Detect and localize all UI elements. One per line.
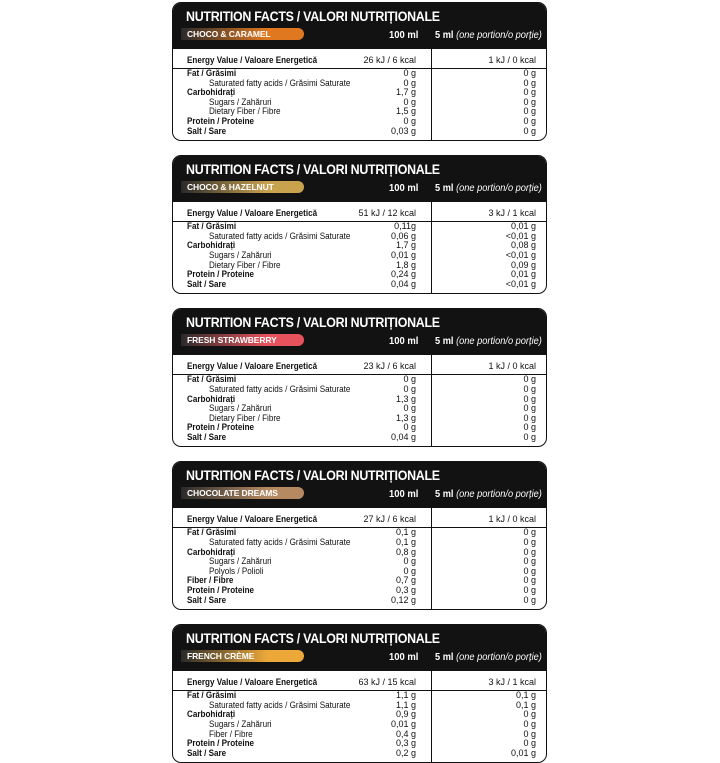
column-header-100ml: 100 ml xyxy=(389,29,419,41)
value-per-100ml: 23 kJ / 6 kcal xyxy=(363,361,416,372)
nutrition-facts-label xyxy=(172,308,547,447)
nutrient-row xyxy=(173,749,546,759)
value-per-portion: 0,01 g xyxy=(510,747,536,758)
nutrient-name: Fiber / Fibre xyxy=(209,728,253,739)
value-per-portion: 0 g xyxy=(523,575,536,586)
value-per-100ml: 1,3 g xyxy=(395,393,416,404)
nutrient-name: Carbohidrați xyxy=(187,393,236,404)
value-per-portion: 0,1 g xyxy=(515,699,536,710)
value-per-100ml: 0,04 g xyxy=(390,431,416,442)
value-per-portion: 0 g xyxy=(523,412,536,423)
value-per-portion: 0 g xyxy=(523,594,536,605)
value-per-portion: 0 g xyxy=(523,106,536,117)
value-per-100ml: 0,3 g xyxy=(395,738,416,749)
nutrient-name: Energy Value / Valoare Energetică xyxy=(187,514,318,525)
portion-note: (one portion/o porție) xyxy=(456,488,542,501)
value-per-100ml: 1,1 g xyxy=(395,699,416,710)
value-per-100ml: 0,1 g xyxy=(395,527,416,538)
column-divider xyxy=(431,41,432,49)
nutrient-name: Protein / Proteine xyxy=(187,422,255,433)
label-title: NUTRITION FACTS / VALORI NUTRIȚIONALE xyxy=(186,162,440,178)
nutrient-name: Sugars / Zahăruri xyxy=(209,96,272,107)
nutrient-row xyxy=(173,280,546,290)
flavor-badge: CHOCO & HAZELNUT xyxy=(181,181,304,193)
label-header xyxy=(173,156,546,202)
value-per-portion: 0 g xyxy=(523,422,536,433)
value-per-100ml: 27 kJ / 6 kcal xyxy=(363,514,416,525)
nutrient-name: Energy Value / Valoare Energetică xyxy=(187,208,318,219)
value-per-100ml: 0,9 g xyxy=(395,709,416,720)
nutrient-table xyxy=(173,508,546,609)
value-per-portion: 0 g xyxy=(523,709,536,720)
nutrient-name: Saturated fatty acids / Grăsimi Saturate xyxy=(209,699,351,710)
label-title: NUTRITION FACTS / VALORI NUTRIȚIONALE xyxy=(186,315,440,331)
nutrient-row xyxy=(173,512,546,526)
value-per-portion: 0,09 g xyxy=(510,259,536,270)
value-per-portion: 0,1 g xyxy=(515,690,536,701)
value-per-100ml: 0 g xyxy=(403,96,416,107)
column-header-100ml: 100 ml xyxy=(389,488,419,501)
nutrient-table xyxy=(173,355,546,446)
value-per-100ml: 0 g xyxy=(403,565,416,576)
nutrient-name: Saturated fatty acids / Grăsimi Saturate xyxy=(209,537,351,548)
nutrition-facts-label xyxy=(172,624,547,763)
value-per-portion: 0 g xyxy=(523,374,536,385)
nutrient-name: Carbohidrați xyxy=(187,546,236,557)
value-per-portion: 0,01 g xyxy=(510,221,536,232)
nutrient-name: Fat / Grăsimi xyxy=(187,68,237,78)
value-per-portion: 0 g xyxy=(523,719,536,729)
nutrient-name: Energy Value / Valoare Energetică xyxy=(187,361,318,372)
nutrient-name: Carbohidrați xyxy=(187,709,236,720)
column-header-portion xyxy=(435,182,542,194)
nutrition-facts-label xyxy=(172,2,547,141)
value-per-100ml: 0,11g xyxy=(394,221,416,232)
value-per-100ml: 1,7 g xyxy=(395,87,416,98)
column-header-portion xyxy=(435,29,542,41)
nutrient-row xyxy=(173,423,546,433)
column-divider xyxy=(431,347,432,355)
column-header-100ml: 100 ml xyxy=(389,651,419,664)
value-per-portion: 1 kJ / 0 kcal xyxy=(488,514,536,525)
flavor-badge: CHOCOLATE DREAMS xyxy=(181,487,304,499)
nutrient-name: Protein / Proteine xyxy=(187,115,255,126)
value-per-portion: 3 kJ / 1 kcal xyxy=(488,677,536,688)
value-per-100ml: 0 g xyxy=(403,556,416,567)
nutrient-name: Fat / Grăsimi xyxy=(187,527,237,538)
nutrient-row xyxy=(173,739,546,749)
value-per-portion: 1 kJ / 0 kcal xyxy=(488,55,536,65)
value-per-portion: 0 g xyxy=(523,403,536,414)
value-per-100ml: 1,8 g xyxy=(395,259,416,270)
nutrient-name: Polyols / Polioli xyxy=(209,565,264,576)
nutrient-row xyxy=(173,730,546,740)
nutrition-facts-label xyxy=(172,461,547,610)
value-per-100ml: 0,4 g xyxy=(395,728,416,739)
nutrient-name: Protein / Proteine xyxy=(187,738,255,749)
nutrient-name: Dietary Fiber / Fibre xyxy=(209,259,281,270)
value-per-portion: <0,01 g xyxy=(505,230,536,241)
value-per-100ml: 51 kJ / 12 kcal xyxy=(358,208,416,219)
label-header xyxy=(173,309,546,355)
value-per-portion: 0 g xyxy=(523,738,536,749)
nutrient-name: Fiber / Fibre xyxy=(187,575,234,586)
value-per-portion: <0,01 g xyxy=(505,249,536,260)
value-per-100ml: 1,1 g xyxy=(395,690,416,701)
portion-size: 5 ml xyxy=(435,651,454,664)
nutrient-name: Sugars / Zahăruri xyxy=(209,556,272,567)
value-per-100ml: 0,8 g xyxy=(395,546,416,557)
nutrient-name: Energy Value / Valoare Energetică xyxy=(187,55,318,65)
column-divider xyxy=(431,663,432,671)
label-title: NUTRITION FACTS / VALORI NUTRIȚIONALE xyxy=(186,9,440,24)
value-per-portion: <0,01 g xyxy=(505,278,536,289)
value-per-portion: 0 g xyxy=(523,87,536,98)
nutrient-name: Sugars / Zahăruri xyxy=(209,403,272,414)
value-per-portion: 0 g xyxy=(523,431,536,442)
value-per-100ml: 63 kJ / 15 kcal xyxy=(358,677,416,688)
nutrient-name: Fat / Grăsimi xyxy=(187,374,237,385)
column-header-100ml: 100 ml xyxy=(389,182,419,195)
value-per-portion: 0 g xyxy=(523,527,536,538)
value-per-100ml: 0,12 g xyxy=(390,594,416,605)
nutrient-name: Protein / Proteine xyxy=(187,585,255,596)
value-per-100ml: 0 g xyxy=(403,115,416,126)
flavor-badge: FRENCH CRÈME xyxy=(181,650,304,662)
nutrient-name: Saturated fatty acids / Grăsimi Saturate xyxy=(209,383,351,394)
column-header-portion xyxy=(435,488,542,500)
portion-note: (one portion/o porție) xyxy=(456,29,542,41)
nutrient-row xyxy=(173,433,546,443)
value-per-portion: 1 kJ / 0 kcal xyxy=(488,361,536,372)
label-title: NUTRITION FACTS / VALORI NUTRIȚIONALE xyxy=(186,468,440,484)
nutrient-name: Saturated fatty acids / Grăsimi Saturate xyxy=(209,230,351,241)
column-header-portion xyxy=(435,335,542,347)
label-header xyxy=(173,625,546,671)
value-per-100ml: 0 g xyxy=(403,403,416,414)
nutrient-name: Energy Value / Valoare Energetică xyxy=(187,677,318,688)
nutrient-row xyxy=(173,127,546,137)
nutrient-name: Carbohidrați xyxy=(187,240,236,251)
nutrient-table xyxy=(173,202,546,293)
value-per-100ml: 0,24 g xyxy=(390,269,416,280)
nutrient-name: Saturated fatty acids / Grăsimi Saturate xyxy=(209,77,351,88)
label-title: NUTRITION FACTS / VALORI NUTRIȚIONALE xyxy=(186,631,440,647)
nutrient-name: Carbohidrați xyxy=(187,87,236,98)
value-per-portion: 0 g xyxy=(523,537,536,548)
value-per-100ml: 0 g xyxy=(403,422,416,433)
nutrient-name: Salt / Sare xyxy=(187,747,227,758)
nutrient-row xyxy=(173,720,546,730)
value-per-100ml: 0,06 g xyxy=(390,230,416,241)
value-per-portion: 0 g xyxy=(523,115,536,126)
column-divider xyxy=(431,194,432,202)
value-per-100ml: 0,01 g xyxy=(390,719,416,729)
nutrient-name: Protein / Proteine xyxy=(187,269,255,280)
value-per-100ml: 0,2 g xyxy=(395,747,416,758)
nutrient-name: Salt / Sare xyxy=(187,431,227,442)
value-per-portion: 0,08 g xyxy=(510,240,536,251)
flavor-badge: FRESH STRAWBERRY xyxy=(181,334,304,346)
portion-note: (one portion/o porție) xyxy=(456,651,542,664)
nutrient-name: Dietary Fiber / Fibre xyxy=(209,412,281,423)
nutrient-name: Salt / Sare xyxy=(187,125,227,136)
value-per-portion: 0 g xyxy=(523,393,536,404)
nutrient-name: Sugars / Zahăruri xyxy=(209,249,272,260)
value-per-portion: 0 g xyxy=(523,728,536,739)
nutrient-table xyxy=(173,671,546,762)
value-per-100ml: 0 g xyxy=(403,383,416,394)
nutrition-facts-label xyxy=(172,155,547,294)
value-per-portion: 0 g xyxy=(523,585,536,596)
nutrient-row xyxy=(173,206,546,220)
value-per-portion: 0 g xyxy=(523,77,536,88)
portion-size: 5 ml xyxy=(435,29,454,41)
value-per-portion: 0,01 g xyxy=(510,269,536,280)
value-per-portion: 0 g xyxy=(523,125,536,136)
nutrient-row xyxy=(173,675,546,689)
column-divider xyxy=(431,500,432,508)
value-per-portion: 0 g xyxy=(523,565,536,576)
nutrient-row xyxy=(173,270,546,280)
value-per-portion: 0 g xyxy=(523,556,536,567)
value-per-100ml: 0,04 g xyxy=(390,278,416,289)
flavor-badge: CHOCO & CARAMEL xyxy=(181,28,304,40)
value-per-100ml: 0,3 g xyxy=(395,585,416,596)
nutrient-table xyxy=(173,49,546,140)
portion-size: 5 ml xyxy=(435,182,454,195)
value-per-100ml: 1,5 g xyxy=(395,106,416,117)
column-header-100ml: 100 ml xyxy=(389,335,419,348)
portion-size: 5 ml xyxy=(435,488,454,501)
value-per-100ml: 0 g xyxy=(403,68,416,78)
label-header xyxy=(173,462,546,508)
nutrient-name: Salt / Sare xyxy=(187,594,227,605)
value-per-100ml: 0,1 g xyxy=(395,537,416,548)
value-per-portion: 3 kJ / 1 kcal xyxy=(488,208,536,219)
value-per-100ml: 0 g xyxy=(403,374,416,385)
value-per-100ml: 0,7 g xyxy=(395,575,416,586)
nutrient-row xyxy=(173,586,546,596)
nutrient-row xyxy=(173,53,546,67)
value-per-100ml: 1,3 g xyxy=(395,412,416,423)
value-per-100ml: 26 kJ / 6 kcal xyxy=(363,55,416,65)
nutrient-row xyxy=(173,596,546,606)
value-per-100ml: 0,01 g xyxy=(390,249,416,260)
value-per-portion: 0 g xyxy=(523,68,536,78)
nutrition-labels-stack xyxy=(172,2,549,763)
value-per-100ml: 0,03 g xyxy=(390,125,416,136)
nutrient-name: Salt / Sare xyxy=(187,278,227,289)
nutrient-name: Fat / Grăsimi xyxy=(187,690,237,701)
nutrient-name: Fat / Grăsimi xyxy=(187,221,237,232)
nutrient-row xyxy=(173,359,546,373)
value-per-portion: 0 g xyxy=(523,96,536,107)
nutrient-row xyxy=(173,117,546,127)
column-header-portion xyxy=(435,651,542,663)
label-header xyxy=(173,3,546,49)
value-per-100ml: 0 g xyxy=(403,77,416,88)
portion-note: (one portion/o porție) xyxy=(456,182,542,195)
value-per-100ml: 1,7 g xyxy=(395,240,416,251)
value-per-portion: 0 g xyxy=(523,383,536,394)
nutrient-name: Dietary Fiber / Fibre xyxy=(209,106,281,117)
portion-note: (one portion/o porție) xyxy=(456,335,542,348)
nutrient-name: Sugars / Zahăruri xyxy=(209,719,272,729)
portion-size: 5 ml xyxy=(435,335,454,348)
value-per-portion: 0 g xyxy=(523,546,536,557)
